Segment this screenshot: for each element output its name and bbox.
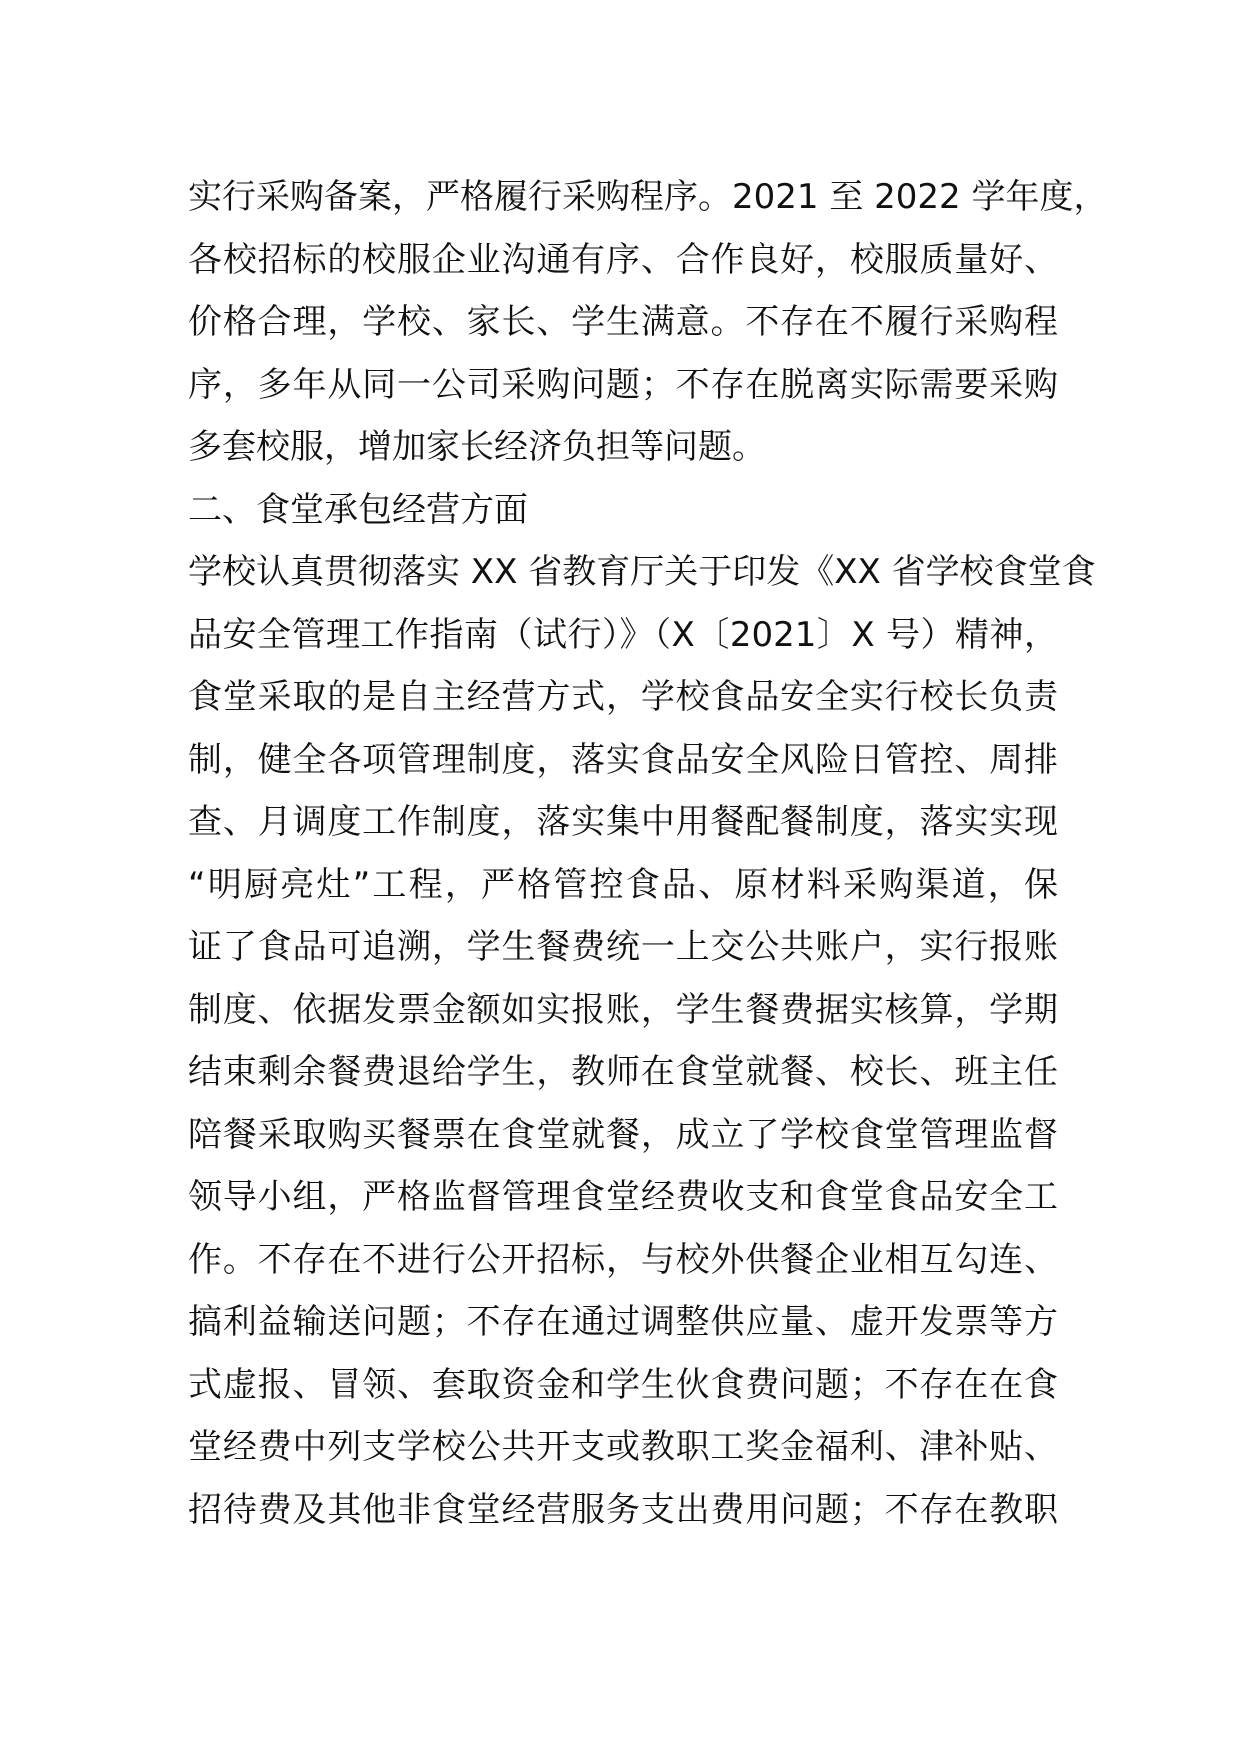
text-line: 价格合理，学校、家长、学生满意。不存在不履行采购程 [188,302,1058,342]
text-line: 领导小组，严格监督管理食堂经费收支和食堂食品安全工 [188,1177,1058,1217]
text-line: 制度、依据发票金额如实报账，学生餐费据实核算，学期 [188,989,1058,1030]
text-line: 实行采购备案，严格履行采购程序。2021 至 2022 学年度， [188,177,1108,217]
text-line: 作。不存在不进行公开招标，与校外供餐企业相互勾连、 [188,1239,1058,1280]
text-line: 搞利益输送问题；不存在通过调整供应量、虚开发票等方 [188,1302,1058,1342]
text-line: 制，健全各项管理制度，落实食品安全风险日管控、周排 [188,739,1058,780]
text-line: 堂经费中列支学校公共开支或教职工奖金福利、津补贴、 [188,1427,1058,1467]
text-line: 各校招标的校服企业沟通有序、合作良好，校服质量好、 [188,239,1058,280]
document-body [188,166,1108,1541]
text-line: “明厨亮灶”工程，严格管控食品、原材料采购渠道，保 [188,864,1058,905]
text-line: 查、月调度工作制度，落实集中用餐配餐制度，落实实现 [188,802,1058,842]
section-heading: 二、食堂承包经营方面 [188,489,528,530]
text-line: 结束剩余餐费退给学生，教师在食堂就餐、校长、班主任 [188,1052,1058,1092]
text-line: 食堂采取的是自主经营方式，学校食品安全实行校长负责 [188,677,1058,717]
text-line: 陪餐采取购买餐票在食堂就餐，成立了学校食堂管理监督 [188,1114,1058,1155]
text-line: 多套校服，增加家长经济负担等问题。 [188,427,766,467]
text-line: 品安全管理工作指南（试行）》（X〔2021〕X 号）精神， [188,614,1058,655]
text-line: 序，多年从同一公司采购问题；不存在脱离实际需要采购 [188,364,1058,405]
text-line: 学校认真贯彻落实 XX 省教育厅关于印发《XX 省学校食堂食 [188,552,1096,592]
text-line: 招待费及其他非食堂经营服务支出费用问题；不存在教职 [188,1489,1058,1530]
text-line: 式虚报、冒领、套取资金和学生伙食费问题；不存在在食 [188,1364,1058,1405]
text-line: 证了食品可追溯，学生餐费统一上交公共账户，实行报账 [188,927,1058,967]
